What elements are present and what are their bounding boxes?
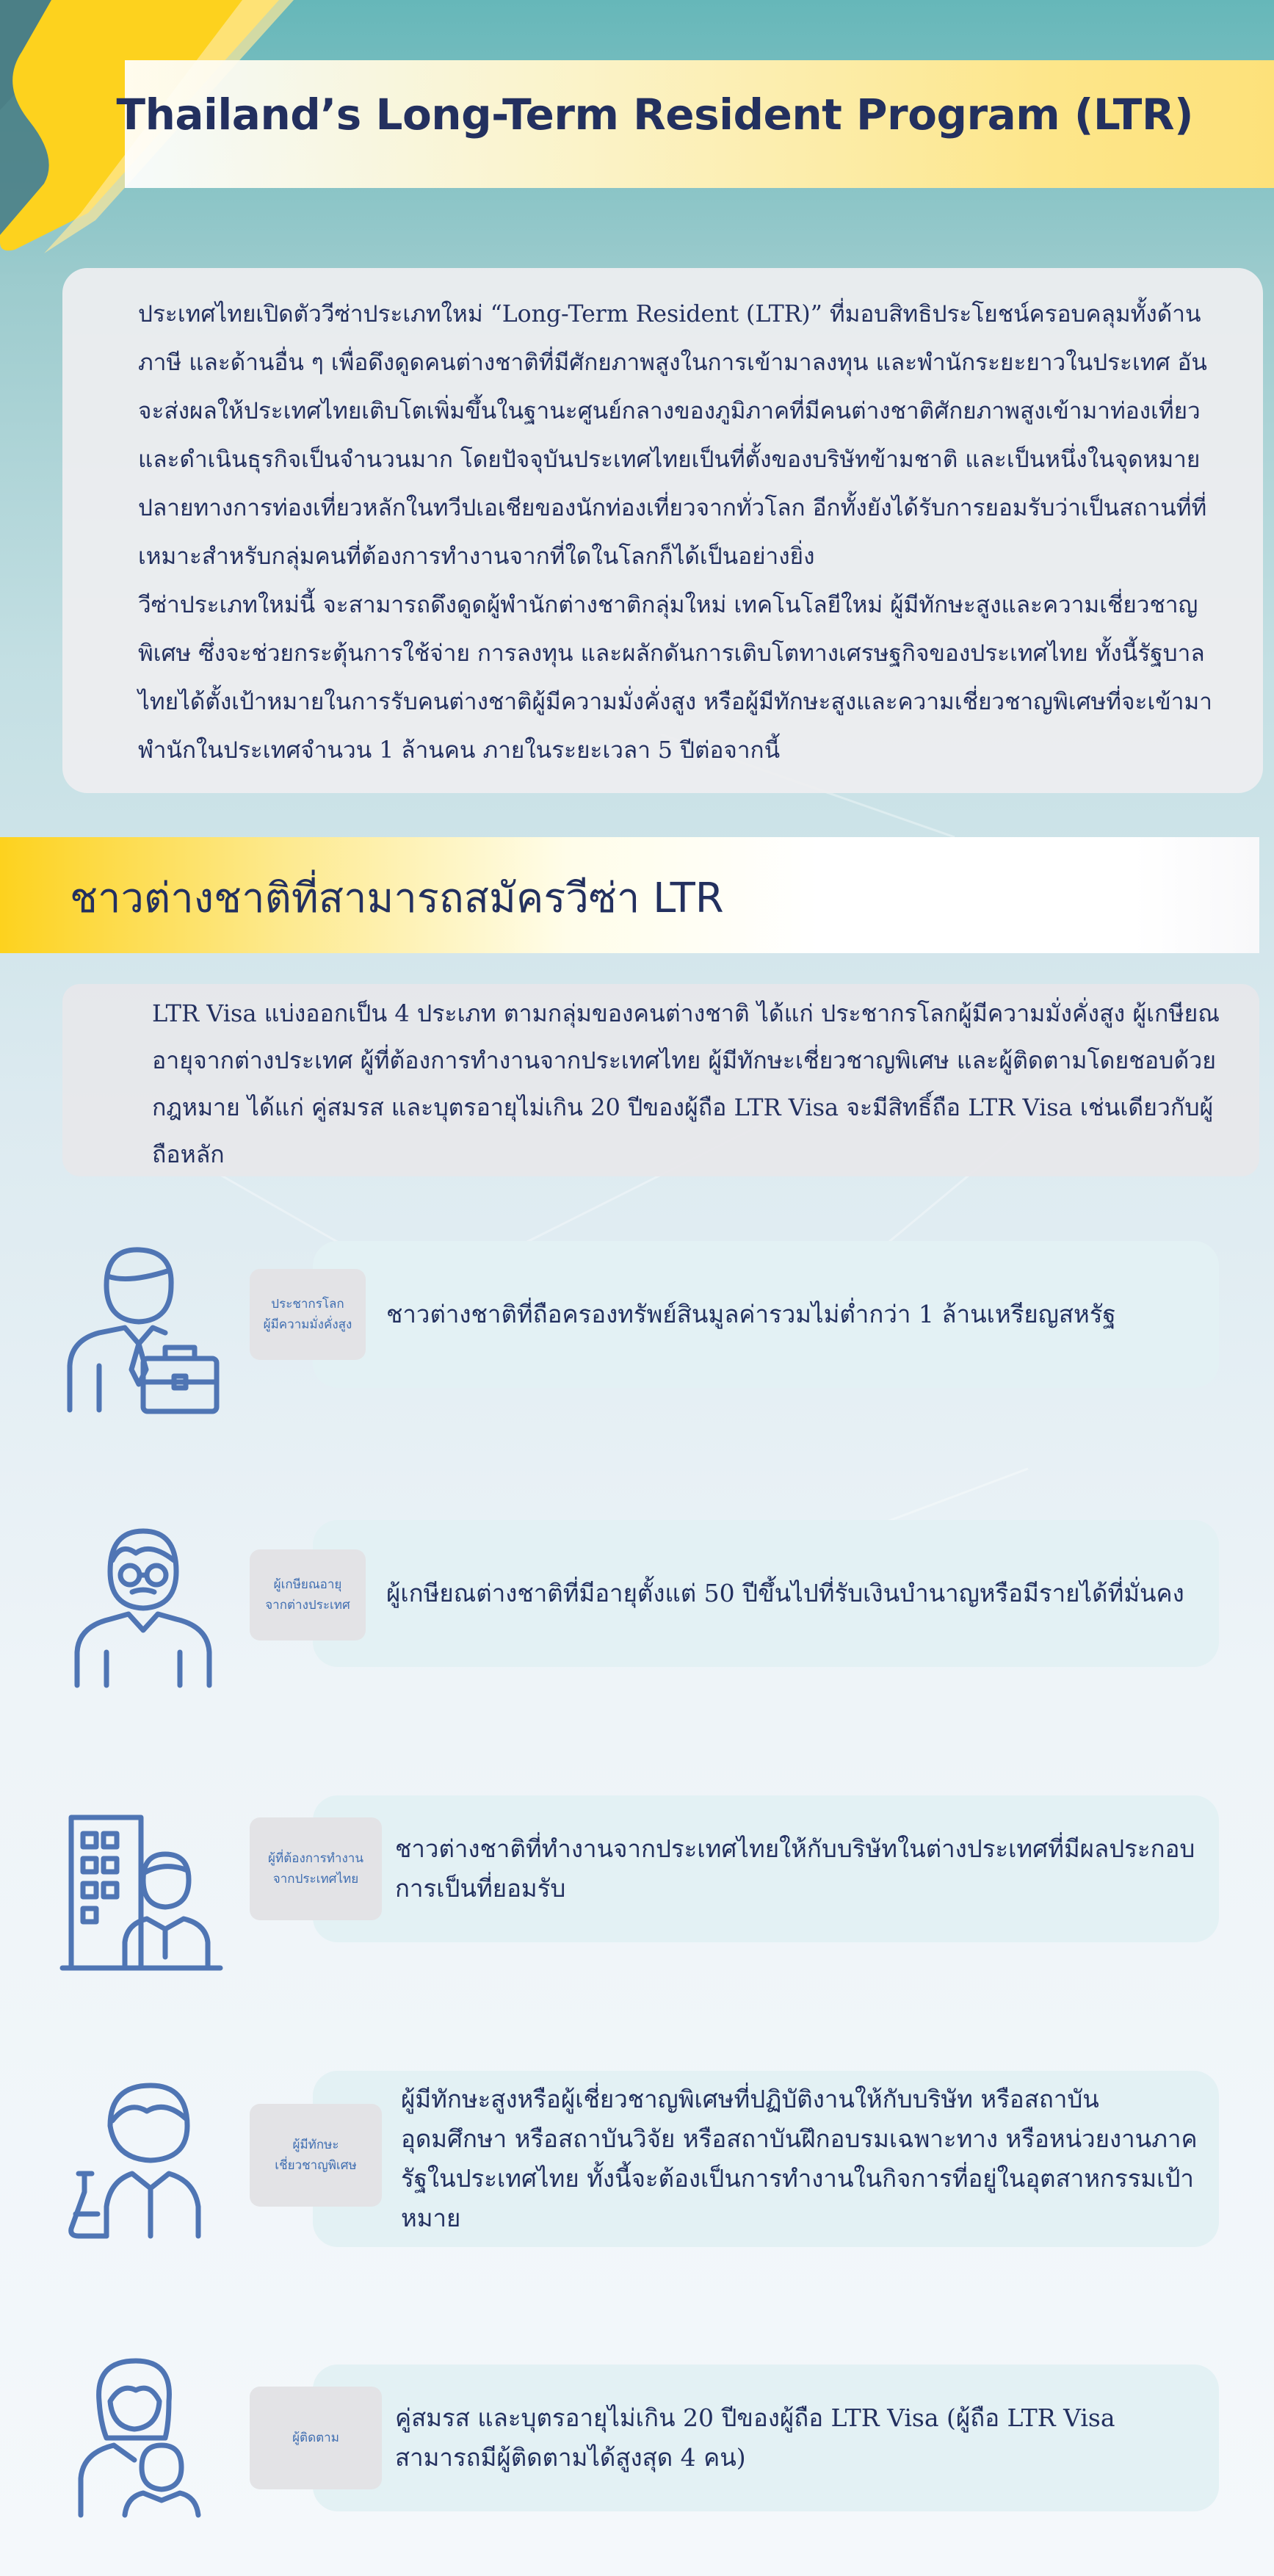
category-card [313,2365,1219,2511]
section-heading: ชาวต่างชาติที่สามารถสมัครวีซ่า LTR [70,875,724,922]
page-title: Thailand’s Long-Term Resident Program (LTR) [116,90,1193,140]
category-dependants [0,2350,1274,2526]
category-card [313,2071,1219,2247]
parent-child-icon [55,2350,231,2526]
category-description: ผู้เกษียณต่างชาติที่มีอายุตั้งแต่ 50 ปีขึ้นไปที่รับเงินบำนาญหรือมีรายได้ที่มั่นคง [386,1579,1184,1607]
scientist-icon [55,2071,231,2247]
intro-box [62,268,1263,793]
category-retiree [0,1520,1274,1696]
category-specialist [0,2071,1274,2254]
summary-text: LTR Visa แบ่งออกเป็น 4 ประเภท ตามกลุ่มของคนต่างชาติ ได้แก่ ประชากรโลกผู้มีความมั่งคั่งสูง ผู้เกษียณอายุจากต่างประเทศ ผู้ที่ต้องการทำงานจากประเทศไทย ผู้มีทักษะเชี่ยวชาญพิเศษ และผู้ติดตามโดยชอบด้วยกฎหมาย ได้แก่ คู่สมรส และบุตรอายุไม่เกิน 20 ปีของผู้ถือ LTR Visa จะมีสิทธิ์ถือ LTR Visa เช่นเดียวกับผู้ถือหลัก [152,999,1220,1168]
category-wealthy [0,1241,1274,1417]
category-description: ชาวต่างชาติที่ถือครองทรัพย์สินมูลค่ารวมไม่ต่ำกว่า 1 ล้านเหรียญสหรัฐ [386,1300,1116,1328]
category-tag-line: ผู้ติดตาม [292,2431,339,2445]
section-heading-band [0,837,1259,953]
category-card [313,1241,1219,1388]
category-tag-line: ผู้มีทักษะ [292,2138,339,2152]
category-tag-line: ผู้ที่ต้องการทำงาน [268,1851,363,1866]
title-band [116,60,1274,188]
category-tag [250,2104,382,2207]
category-card [313,1795,1219,1942]
category-tag-line: จากประเทศไทย [272,1872,359,1886]
category-card [313,1520,1219,1667]
wealthy-businessman-icon [55,1241,231,1417]
category-tag [250,1549,366,1640]
retiree-icon [55,1520,231,1696]
office-worker-icon [55,1810,231,1986]
category-description: ผู้มีทักษะสูงหรือผู้เชี่ยวชาญพิเศษที่ปฏิบัติงานให้กับบริษัท หรือสถาบันอุดมศึกษา หรือสถาบันวิจัย หรือสถาบันฝึกอบรมเฉพาะทาง หรือหน่วยงานภาครัฐในประเทศไทย ทั้งนี้จะต้องเป็นการทำงานในกิจการที่อยู่ในอุตสาหกรรมเป้าหมาย [401,2085,1198,2232]
category-tag [250,2387,382,2489]
category-tag [250,1269,366,1360]
category-remote-worker [0,1795,1274,1972]
intro-paragraph-2: วีซ่าประเภทใหม่นี้ จะสามารถดึงดูดผู้พำนักต่างชาติกลุ่มใหม่ เทคโนโลยีใหม่ ผู้มีทักษะสูงและความเชี่ยวชาญพิเศษ ซึ่งจะช่วยกระตุ้นการใช้จ่าย การลงทุน และผลักดันการเติบโตทางเศรษฐกิจของประเทศไทย ทั้งนี้รัฐบาลไทยได้ตั้งเป้าหมายในการรับคนต่างชาติผู้มีความมั่งคั่งสูง หรือผู้มีทักษะสูงและความเชี่ยวชาญพิเศษที่จะเข้ามาพำนักในประเทศจำนวน 1 ล้านคน ภายในระยะเวลา 5 ปีต่อจากนี้ [138,592,1212,764]
category-tag-line: ผู้เกษียณอายุ [273,1577,342,1592]
category-description: ชาวต่างชาติที่ทำงานจากประเทศไทยให้กับบริษัทในต่างประเทศที่มีผลประกอบการเป็นที่ยอมรับ [395,1834,1195,1903]
category-tag-line: ผู้มีความมั่งคั่งสูง [263,1317,352,1332]
category-tag-line: จากต่างประเทศ [265,1598,350,1613]
category-tag [250,1817,382,1920]
category-description: คู่สมรส และบุตรอายุไม่เกิน 20 ปีของผู้ถือ LTR Visa (ผู้ถือ LTR Visa สามารถมีผู้ติดตามได้สูงสุด 4 คน) [395,2403,1115,2472]
intro-paragraph-1: ประเทศไทยเปิดตัววีซ่าประเภทใหม่ “Long-Term Resident (LTR)” ที่มอบสิทธิประโยชน์ครอบคลุมทั้งด้านภาษี และด้านอื่น ๆ เพื่อดึงดูดคนต่างชาติที่มีศักยภาพสูงในการเข้ามาลงทุน และพำนักระยะยาวในประเทศ อันจะส่งผลให้ประเทศไทยเติบโตเพิ่มขึ้นในฐานะศูนย์กลางของภูมิภาคที่มีคนต่างชาติศักยภาพสูงเข้ามาท่องเที่ยวและดำเนินธุรกิจเป็นจำนวนมาก โดยปัจจุบันประเทศไทยเป็นที่ตั้งของบริษัทข้ามชาติ และเป็นหนึ่งในจุดหมายปลายทางการท่องเที่ยวหลักในทวีปเอเชียของนักท่องเที่ยวจากทั่วโลก อีกทั้งยังได้รับการยอมรับว่าเป็นสถานที่ที่เหมาะสำหรับกลุ่มคนที่ต้องการทำงานจากที่ใดในโลกก็ได้เป็นอย่างยิ่ง [138,301,1207,570]
summary-box [62,984,1259,1176]
category-tag-line: ประชากรโลก [271,1297,344,1311]
category-tag-line: เชี่ยวชาญพิเศษ [275,2158,357,2173]
